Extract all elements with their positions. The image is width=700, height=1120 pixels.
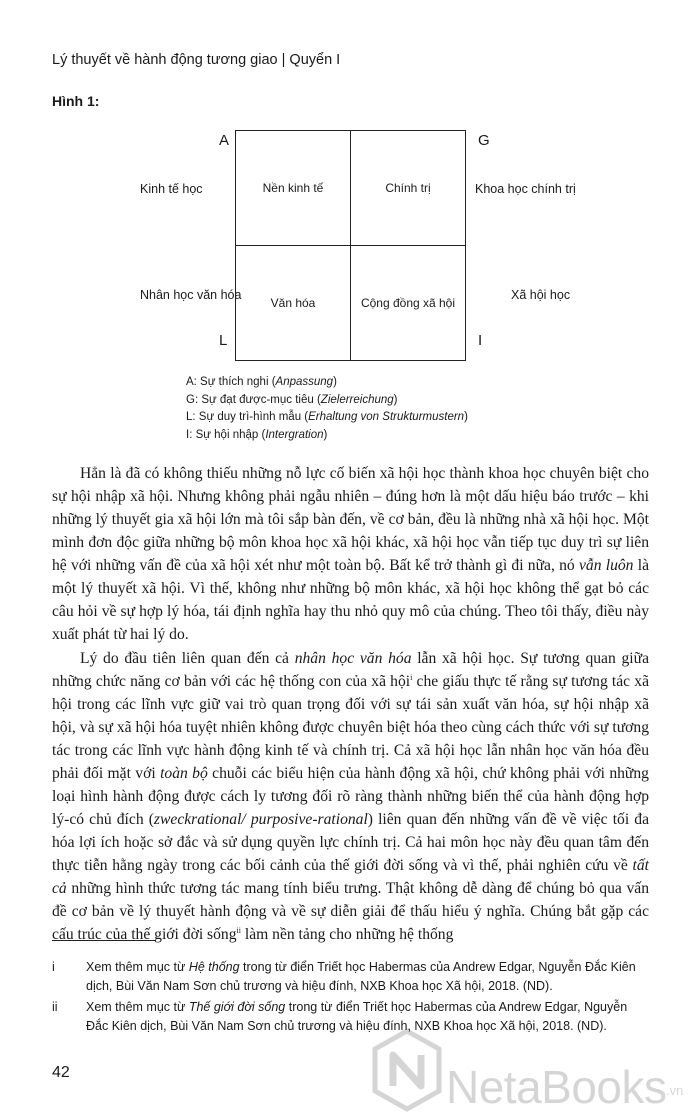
cell-social-community-text: Cộng đồng xã hội (360, 296, 456, 310)
watermark-brand-text: NetaBooks (446, 1061, 667, 1113)
footnote-mark: ii (52, 1000, 58, 1014)
cell-politics-text: Chính trị (385, 181, 431, 195)
legend-item-g: G: Sự đạt được-mục tiêu (Zielerreichung) (186, 393, 398, 406)
figure-label: Hình 1: (52, 93, 100, 109)
footnote-ref-i[interactable]: i (410, 672, 413, 682)
legend-item-i: I: Sự hội nhập (Intergration) (186, 428, 328, 441)
footnote-divider (52, 940, 156, 941)
corner-label-i: I (478, 332, 483, 349)
agil-diagram (0, 0, 700, 370)
footnote-text: Xem thêm mục từ Thế giới đời sống trong từ điển Triết học Habermas của Andrew Edgar, Nguyễn Đắc Kiên dịch, Bùi Văn Nam Sơn chủ trương và hiệu đính, NXB Khoa học Xã hội, 2018. (ND). (86, 1000, 628, 1033)
legend-item-a: A: Sự thích nghi (Anpassung) (186, 376, 337, 388)
corner-label-a: A (219, 132, 230, 149)
cell-social-community (350, 245, 466, 361)
body-paragraph-1: Hẳn là đã có không thiếu những nỗ lực cố biến xã hội học thành khoa học chuyên biệt cho sự hội nhập xã hội. Nhưng không phải ngẫu nhiên – đúng hơn là một dấu hiệu báo trước – khi những lý thuyết gia xã hội lớn mà tôi sắp bàn đến, về cơ bản, đều là những nhà xã hội học. Một mình đơn độc giữa những bộ môn khoa học xã hội khác, xã hội học vẫn tiếp tục duy trì sự liên hệ với những vấn đề của xã hội xét như một toàn bộ. Bất kể trở thành gì đi nữa, nó vẫn luôn là một lý thuyết xã hội. Vì thế, không như những bộ môn khác, xã hội học không thể gạt bỏ các câu hỏi về sự hợp lý hóa, tái định nghĩa hay thu nhỏ quy mô của chúng. Theo tôi thấy, điều này xuất phát từ hai lý do. (52, 465, 649, 643)
cell-economy-text: Nền kinh tế (262, 181, 324, 195)
footnote-mark: i (52, 960, 55, 974)
netabooks-logo-icon (372, 1028, 442, 1112)
discipline-label-sociology: Xã hội học (511, 288, 571, 302)
footnote-text: Xem thêm mục từ Hệ thống trong từ điển Triết học Habermas của Andrew Edgar, Nguyễn Đắc Kiên dịch, Bùi Văn Nam Sơn chủ trương và hiệu đính, NXB Khoa học Xã hội, 2018. (ND). (86, 960, 636, 993)
watermark-domain-suffix: .vn (666, 1083, 684, 1098)
footnote-ref-ii[interactable]: ii (236, 925, 241, 935)
cell-politics (350, 130, 466, 246)
figure-legend (186, 374, 468, 444)
corner-label-l: L (219, 332, 228, 349)
discipline-label-political-science: Khoa học chính trị (475, 182, 576, 196)
footnote-i (52, 958, 649, 996)
legend-item-l: L: Sự duy trì-hình mẫu (Erhaltung von Strukturmustern) (186, 411, 468, 423)
discipline-label-cultural-anthropology: Nhân học văn hóa (140, 288, 242, 302)
cell-economy (235, 130, 351, 246)
cell-culture-text: Văn hóa (270, 296, 316, 310)
watermark (368, 1022, 698, 1117)
discipline-label-economics: Kinh tế học (140, 182, 203, 196)
cell-culture (235, 245, 351, 361)
page-number: 42 (52, 1064, 70, 1081)
body-paragraph-2: Lý do đầu tiên liên quan đến cả nhân học văn hóa lẫn xã hội học. Sự tương quan giữa những chức năng cơ bản với các hệ thống con của xã hội$^i$ che giấu thực tế rằng sự tương tác xã hội trong các lĩnh vực giữ vai trò quan trọng đối với sự tái sản xuất văn hóa, sự hội nhập xã hội, và sự xã hội hóa tuyệt nhiên không được chuyên biệt hóa theo cùng cách thức với sự tương tác trong các lĩnh vực hành động kinh tế và chính trị. Cả xã hội học lẫn nhân học văn hóa đều phải đối mặt với toàn bộ chuỗi các biểu hiện của hành động xã hội, chứ không phải với những loại hình hành động được cách ly tương đối rõ ràng thành những biến thể của hành động hợp lý-có chủ đích (zweckrational/ purposive-rational) liên quan đến những vấn đề về việc tối đa hóa lợi ích hoặc sở đắc và sử dụng quyền lực chính trị. Cả hai môn học này đều quan tâm đến thực tiễn hằng ngày trong các bối cảnh của thế giới đời sống và vì thế, phải nghiên cứu về tất cả những hình thức tương tác mang tính biểu trưng. Thật không dễ dàng để chúng bỏ qua vấn đề cơ bản về lý thuyết hành động và về sự diễn giải để thấu hiểu ý nghĩa. Chúng bắt gặp các cấu trúc của thế giới đời sống$^{ii}$ làm nền tảng cho những hệ thống (52, 650, 650, 943)
running-header: Lý thuyết về hành động tương giao | Quyển I (52, 52, 341, 68)
corner-label-g: G (478, 132, 490, 149)
